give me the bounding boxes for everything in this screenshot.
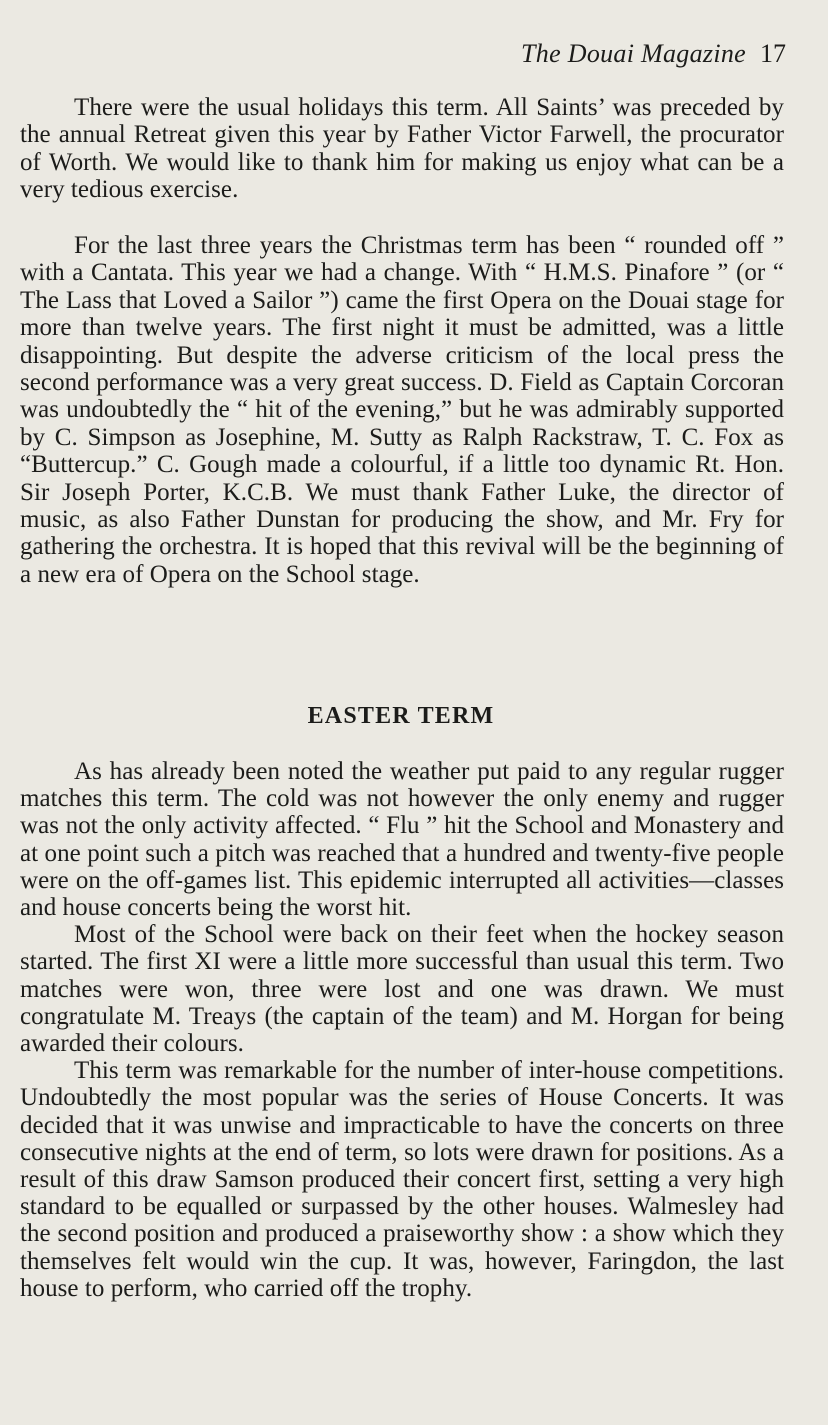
retreat-paragraph-block <box>20 94 784 204</box>
easter-term-body <box>20 758 784 1302</box>
easter-paragraph-weather: As has already been noted the weather put paid to any regular rugger matches this term. The cold was not however the only enemy and rugger was not the only activity affected. “ Flu ” hit the School and Monastery and at one point such a pitch was reached that a hundred and twenty-five people were on the off-games list. This epidemic interrupted all activities—classes and house concerts being the worst hit. <box>20 758 784 922</box>
section-heading-easter-term: EASTER TERM <box>307 703 495 729</box>
page-number: 17 <box>760 39 786 68</box>
running-header <box>521 36 786 72</box>
easter-paragraph-hockey: Most of the School were back on their feet when the hockey season started. The first XI were a little more successful than usual this term. Two matches were won, three were lost and one was drawn. We must congratulate M. Treays (the captain of the team) and M. Horgan for being awarded their colours. <box>20 921 784 1058</box>
opera-paragraph: For the last three years the Christmas term has been “ rounded off ” with a Cantata. This year we had a change. With “ H.M.S. Pinafore ” (or “ The Lass that Loved a Sailor ”) came the first Opera on the Douai stage for more than twelve years. The first night it must be admitted, was a little disappointing. But despite the adverse criticism of the local press the second performance was a very great success. D. Field as Captain Corcoran was undoubtedly the “ hit of the evening,” but he was admirably supported by C. Simpson as Josephine, M. Sutty as Ralph Rackstraw, T. C. Fox as “Buttercup.” C. Gough made a colourful, if a little too dynamic Rt. Hon. Sir Joseph Porter, K.C.B. We must thank Father Luke, the director of music, as also Father Dunstan for producing the show, and Mr. Fry for gathering the orchestra. It is hoped that this revival will be the beginning of a new era of Opera on the School stage. <box>20 232 784 588</box>
opera-paragraph-block <box>20 232 784 588</box>
easter-paragraph-house-concerts: This term was remarkable for the number of inter-house competitions. Undoubtedly the most popular was the series of House Concerts. It was decided that it was unwise and impracticable to have the concerts on three consecutive nights at the end of term, so lots were drawn for positions. As a result of this draw Samson produced their concert first, setting a very high standard to be equalled or surpassed by the other houses. Walmesley had the second position and produced a praiseworthy show : a show which they themselves felt would win the cup. It was, however, Faringdon, the last house to perform, who carried off the trophy. <box>20 1057 784 1302</box>
magazine-title: The Douai Magazine <box>521 39 746 68</box>
retreat-paragraph: There were the usual holidays this term. All Saints’ was preceded by the annual Retreat given this year by Father Victor Farwell, the procurator of Worth. We would like to thank him for making us enjoy what can be a very tedious exercise. <box>20 94 784 204</box>
